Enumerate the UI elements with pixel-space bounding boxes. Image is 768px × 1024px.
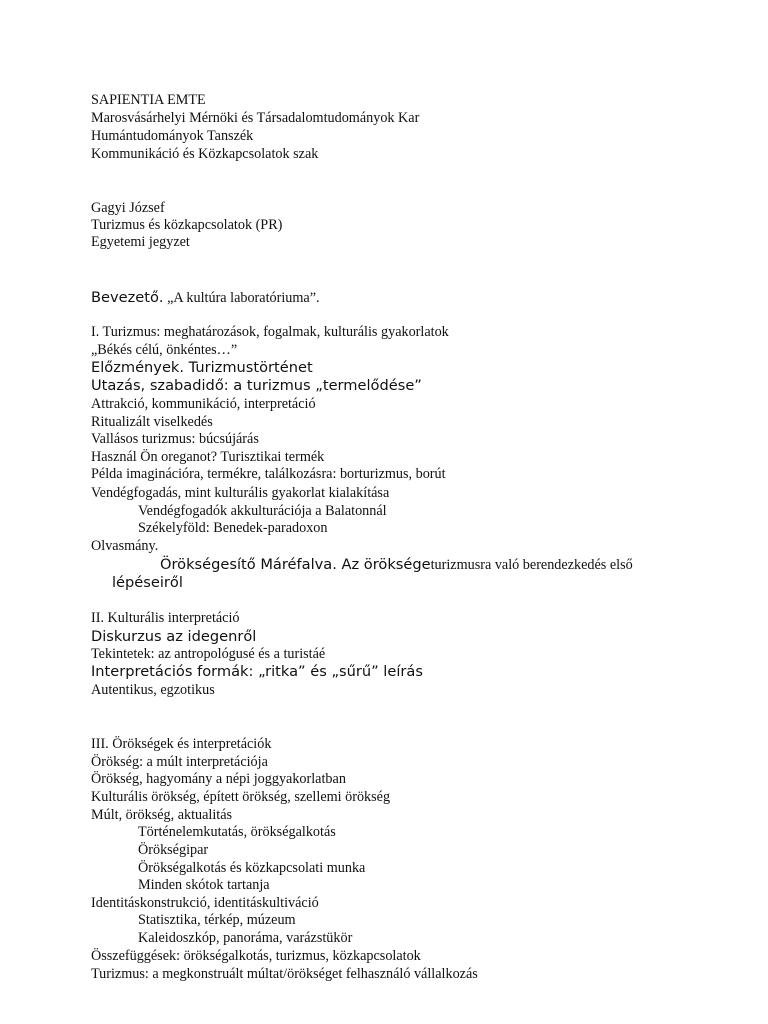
document-type: Egyetemi jegyzet <box>91 234 190 250</box>
sub-item-szekelyfold: Székelyföld: Benedek-paradoxon <box>138 520 328 536</box>
section-1-quote: „Békés célú, önkéntes…” <box>91 342 238 358</box>
list-item-osszefuggesek: Összefüggések: örökségalkotás, turizmus, közkapcsolatok <box>91 948 421 964</box>
list-item-identitas: Identitáskonstrukció, identitáskultiváció <box>91 895 319 911</box>
sub-item-statisztika: Statisztika, térkép, múzeum <box>138 912 296 928</box>
section-2-heading: II. Kulturális interpretáció <box>91 610 240 626</box>
list-item-hagyomany: Örökség, hagyomány a népi joggyakorlatban <box>91 771 346 787</box>
list-item-orokseg-mult: Örökség: a múlt interpretációja <box>91 754 268 770</box>
list-item-vendeglatas: Vendégfogadás, mint kulturális gyakorlat kialakítása <box>91 485 390 501</box>
institution-name: SAPIENTIA EMTE <box>91 92 206 108</box>
department-name: Humántudományok Tanszék <box>91 128 254 144</box>
list-item-vallasos: Vallásos turizmus: búcsújárás <box>91 431 259 447</box>
list-item-elozmenyek: Előzmények. Turizmustörténet <box>91 359 313 376</box>
intro-line <box>91 289 320 307</box>
sub-item-akkulturacio: Vendégfogadók akkulturációja a Balatonnál <box>138 503 387 519</box>
author-name: Gagyi József <box>91 200 165 216</box>
sub-item-skotok: Minden skótok tartanja <box>138 877 270 893</box>
faculty-name: Marosvásárhelyi Mérnöki és Társadalomtudományok Kar <box>91 110 420 126</box>
list-item-oreganot: Használ Ön oreganot? Turisztikai termék <box>91 449 325 465</box>
list-item-autentikus: Autentikus, egzotikus <box>91 682 215 698</box>
list-item-mult: Múlt, örökség, aktualitás <box>91 807 233 823</box>
section-3-heading: III. Örökségek és interpretációk <box>91 736 272 752</box>
reading-label: Olvasmány. <box>91 538 159 554</box>
list-item-attrakcio: Attrakció, kommunikáció, interpretáció <box>91 396 316 412</box>
sub-item-oroksegipar: Örökségipar <box>138 842 209 858</box>
reading-title-part-1: Örökségesítő Máréfalva. Az öröksége <box>160 556 431 573</box>
section-1-heading: I. Turizmus: meghatározások, fogalmak, kulturális gyakorlatok <box>91 324 449 340</box>
reading-title-part-3: lépéseiről <box>112 574 183 591</box>
sub-item-tortenelem: Történelemkutatás, örökségalkotás <box>138 824 336 840</box>
intro-label: Bevezető. <box>91 289 164 306</box>
document-title: Turizmus és közkapcsolatok (PR) <box>91 217 283 233</box>
list-item-kulturalis: Kulturális örökség, épített örökség, szellemi örökség <box>91 789 391 805</box>
list-item-tekintetek: Tekintetek: az antropológusé és a turistáé <box>91 646 326 662</box>
list-item-pelda: Példa imaginációra, termékre, találkozásra: borturizmus, borút <box>91 466 446 482</box>
reading-title-part-2: turizmusra való berendezkedés első <box>430 557 633 573</box>
sub-item-kozkapcsolati: Örökségalkotás és közkapcsolati munka <box>138 860 366 876</box>
list-item-diskurzus: Diskurzus az idegenről <box>91 628 257 645</box>
reading-title <box>160 556 633 574</box>
intro-text: „A kultúra laboratóriuma”. <box>163 290 320 306</box>
sub-item-kaleidoszkop: Kaleidoszkóp, panoráma, varázstükör <box>138 930 353 946</box>
list-item-turizmus: Turizmus: a megkonstruált múltat/örökséget felhasználó vállalkozás <box>91 966 478 982</box>
program-name: Kommunikáció és Közkapcsolatok szak <box>91 146 319 162</box>
list-item-utazas: Utazás, szabadidő: a turizmus „termelődése” <box>91 377 422 394</box>
list-item-formak: Interpretációs formák: „ritka” és „sűrű” leírás <box>91 663 423 680</box>
list-item-ritualizalt: Ritualizált viselkedés <box>91 414 213 430</box>
